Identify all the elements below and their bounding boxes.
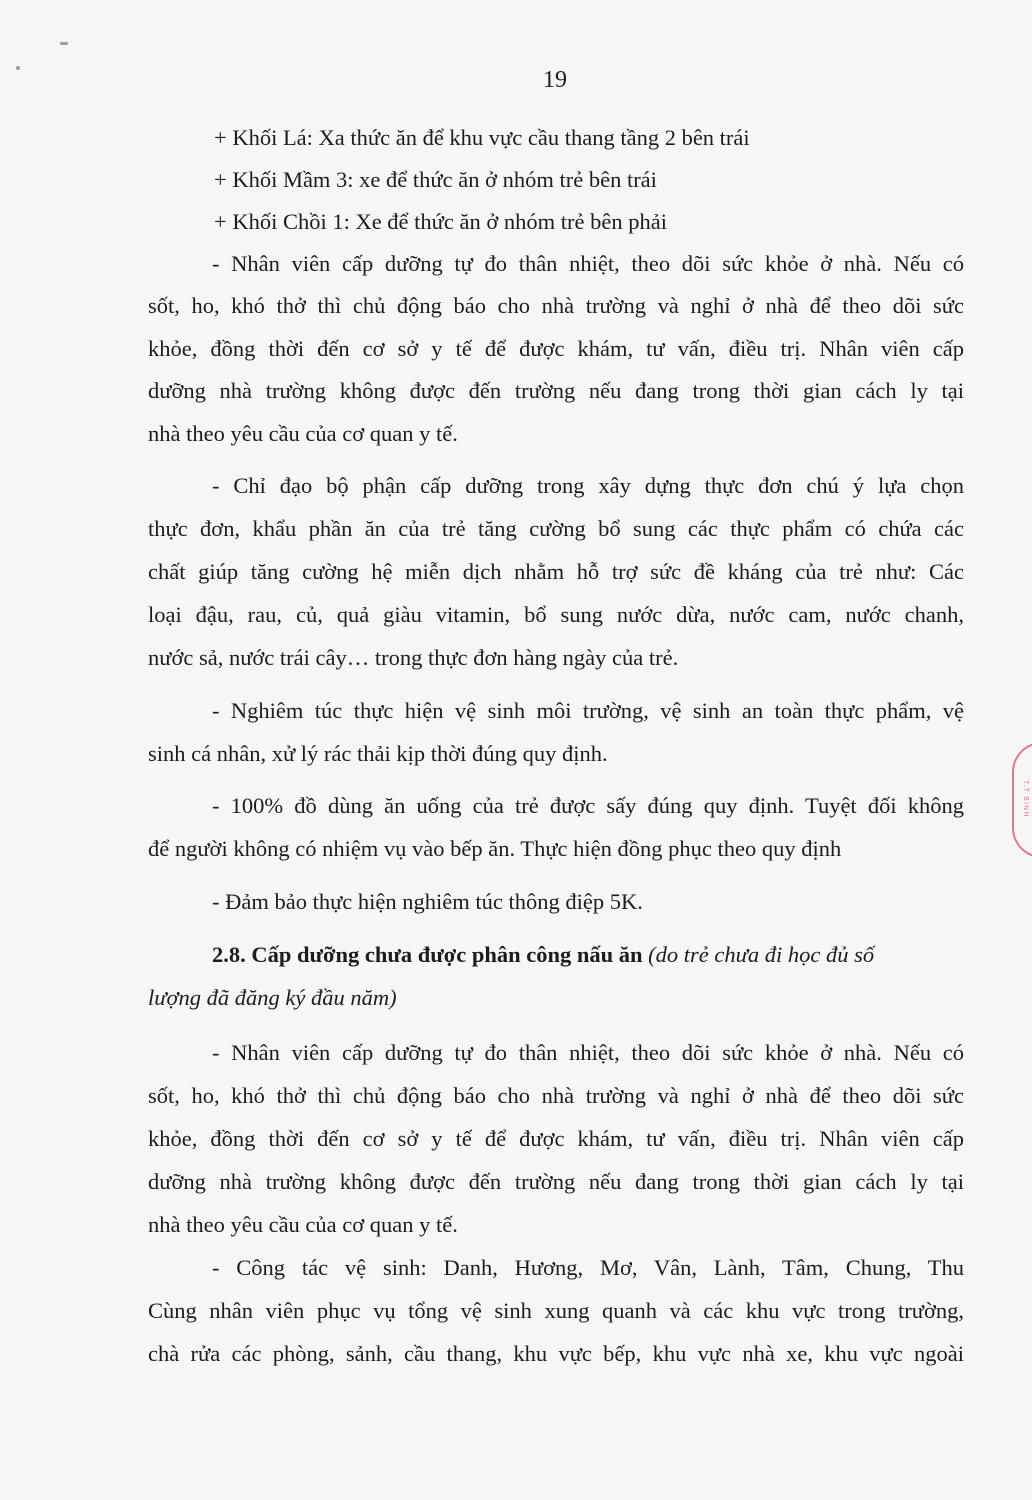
- section-heading-title: 2.8. Cấp dưỡng chưa được phân công nấu ăn: [212, 942, 643, 967]
- paragraph-line: sốt, ho, khó thở thì chủ động báo cho nhà trường và nghỉ ở nhà để theo dõi sức: [148, 1083, 964, 1108]
- paragraph-line: - Nghiêm túc thực hiện vệ sinh môi trường, vệ sinh an toàn thực phẩm, vệ: [212, 698, 964, 723]
- paragraph-line: Cùng nhân viên phục vụ tổng vệ sinh xung quanh và các khu vực trong trường,: [148, 1298, 964, 1323]
- section-heading-note-continued: lượng đã đăng ký đầu năm): [148, 985, 397, 1010]
- bullet-khoi-choi-1: + Khối Chồi 1: Xe để thức ăn ở nhóm trẻ bên phải: [214, 209, 667, 234]
- scan-speck: [60, 42, 68, 45]
- paragraph-line: nhà theo yêu cầu của cơ quan y tế.: [148, 421, 458, 446]
- section-heading-note: (do trẻ chưa đi học đủ số: [648, 942, 875, 967]
- paragraph-line: khỏe, đồng thời đến cơ sở y tế để được khám, tư vấn, điều trị. Nhân viên cấp: [148, 1126, 964, 1151]
- paragraph-line: để người không có nhiệm vụ vào bếp ăn. Thực hiện đồng phục theo quy định: [148, 836, 842, 861]
- page-number: 19: [543, 67, 567, 93]
- paragraph-line: nhà theo yêu cầu của cơ quan y tế.: [148, 1212, 458, 1237]
- paragraph-line: dưỡng nhà trường không được đến trường nếu đang trong thời gian cách ly tại: [148, 1169, 964, 1194]
- paragraph-line: - Nhân viên cấp dưỡng tự đo thân nhiệt, theo dõi sức khỏe ở nhà. Nếu có: [212, 1040, 964, 1065]
- paragraph-line: - 100% đồ dùng ăn uống của trẻ được sấy đúng quy định. Tuyệt đối không: [212, 793, 964, 818]
- section-heading: [212, 941, 874, 969]
- paragraph-line: - Nhân viên cấp dưỡng tự đo thân nhiệt, theo dõi sức khỏe ở nhà. Nếu có: [212, 251, 964, 276]
- paragraph-line: sốt, ho, khó thở thì chủ động báo cho nhà trường và nghỉ ở nhà để theo dõi sức: [148, 293, 964, 318]
- stamp-text: T.T BÌNH: [1022, 780, 1030, 818]
- paragraph-line: chất giúp tăng cường hệ miễn dịch nhằm hỗ trợ sức đề kháng của trẻ như: Các: [148, 559, 964, 584]
- bullet-khoi-la: + Khối Lá: Xa thức ăn để khu vực cầu thang tầng 2 bên trái: [214, 125, 750, 150]
- paragraph-line: dưỡng nhà trường không được đến trường nếu đang trong thời gian cách ly tại: [148, 378, 964, 403]
- paragraph-line: nước sả, nước trái cây… trong thực đơn hàng ngày của trẻ.: [148, 645, 679, 670]
- paragraph-line: - Đảm bảo thực hiện nghiêm túc thông điệp 5K.: [212, 889, 643, 914]
- paragraph-line: - Công tác vệ sinh: Danh, Hương, Mơ, Vân, Lành, Tâm, Chung, Thu: [212, 1255, 964, 1280]
- bullet-khoi-mam-3: + Khối Mầm 3: xe để thức ăn ở nhóm trẻ bên trái: [214, 167, 657, 192]
- paragraph-line: thực đơn, khẩu phần ăn của trẻ tăng cường bổ sung các thực phẩm có chứa các: [148, 516, 964, 541]
- paragraph-line: khỏe, đồng thời đến cơ sở y tế để được khám, tư vấn, điều trị. Nhân viên cấp: [148, 336, 964, 361]
- paragraph-line: loại đậu, rau, củ, quả giàu vitamin, bổ sung nước dừa, nước cam, nước chanh,: [148, 602, 964, 627]
- paragraph-line: chà rửa các phòng, sảnh, cầu thang, khu vực bếp, khu vực nhà xe, khu vực ngoài: [148, 1341, 964, 1366]
- paragraph-line: - Chỉ đạo bộ phận cấp dưỡng trong xây dựng thực đơn chú ý lựa chọn: [212, 473, 964, 498]
- paragraph-line: sinh cá nhân, xử lý rác thải kịp thời đúng quy định.: [148, 741, 608, 766]
